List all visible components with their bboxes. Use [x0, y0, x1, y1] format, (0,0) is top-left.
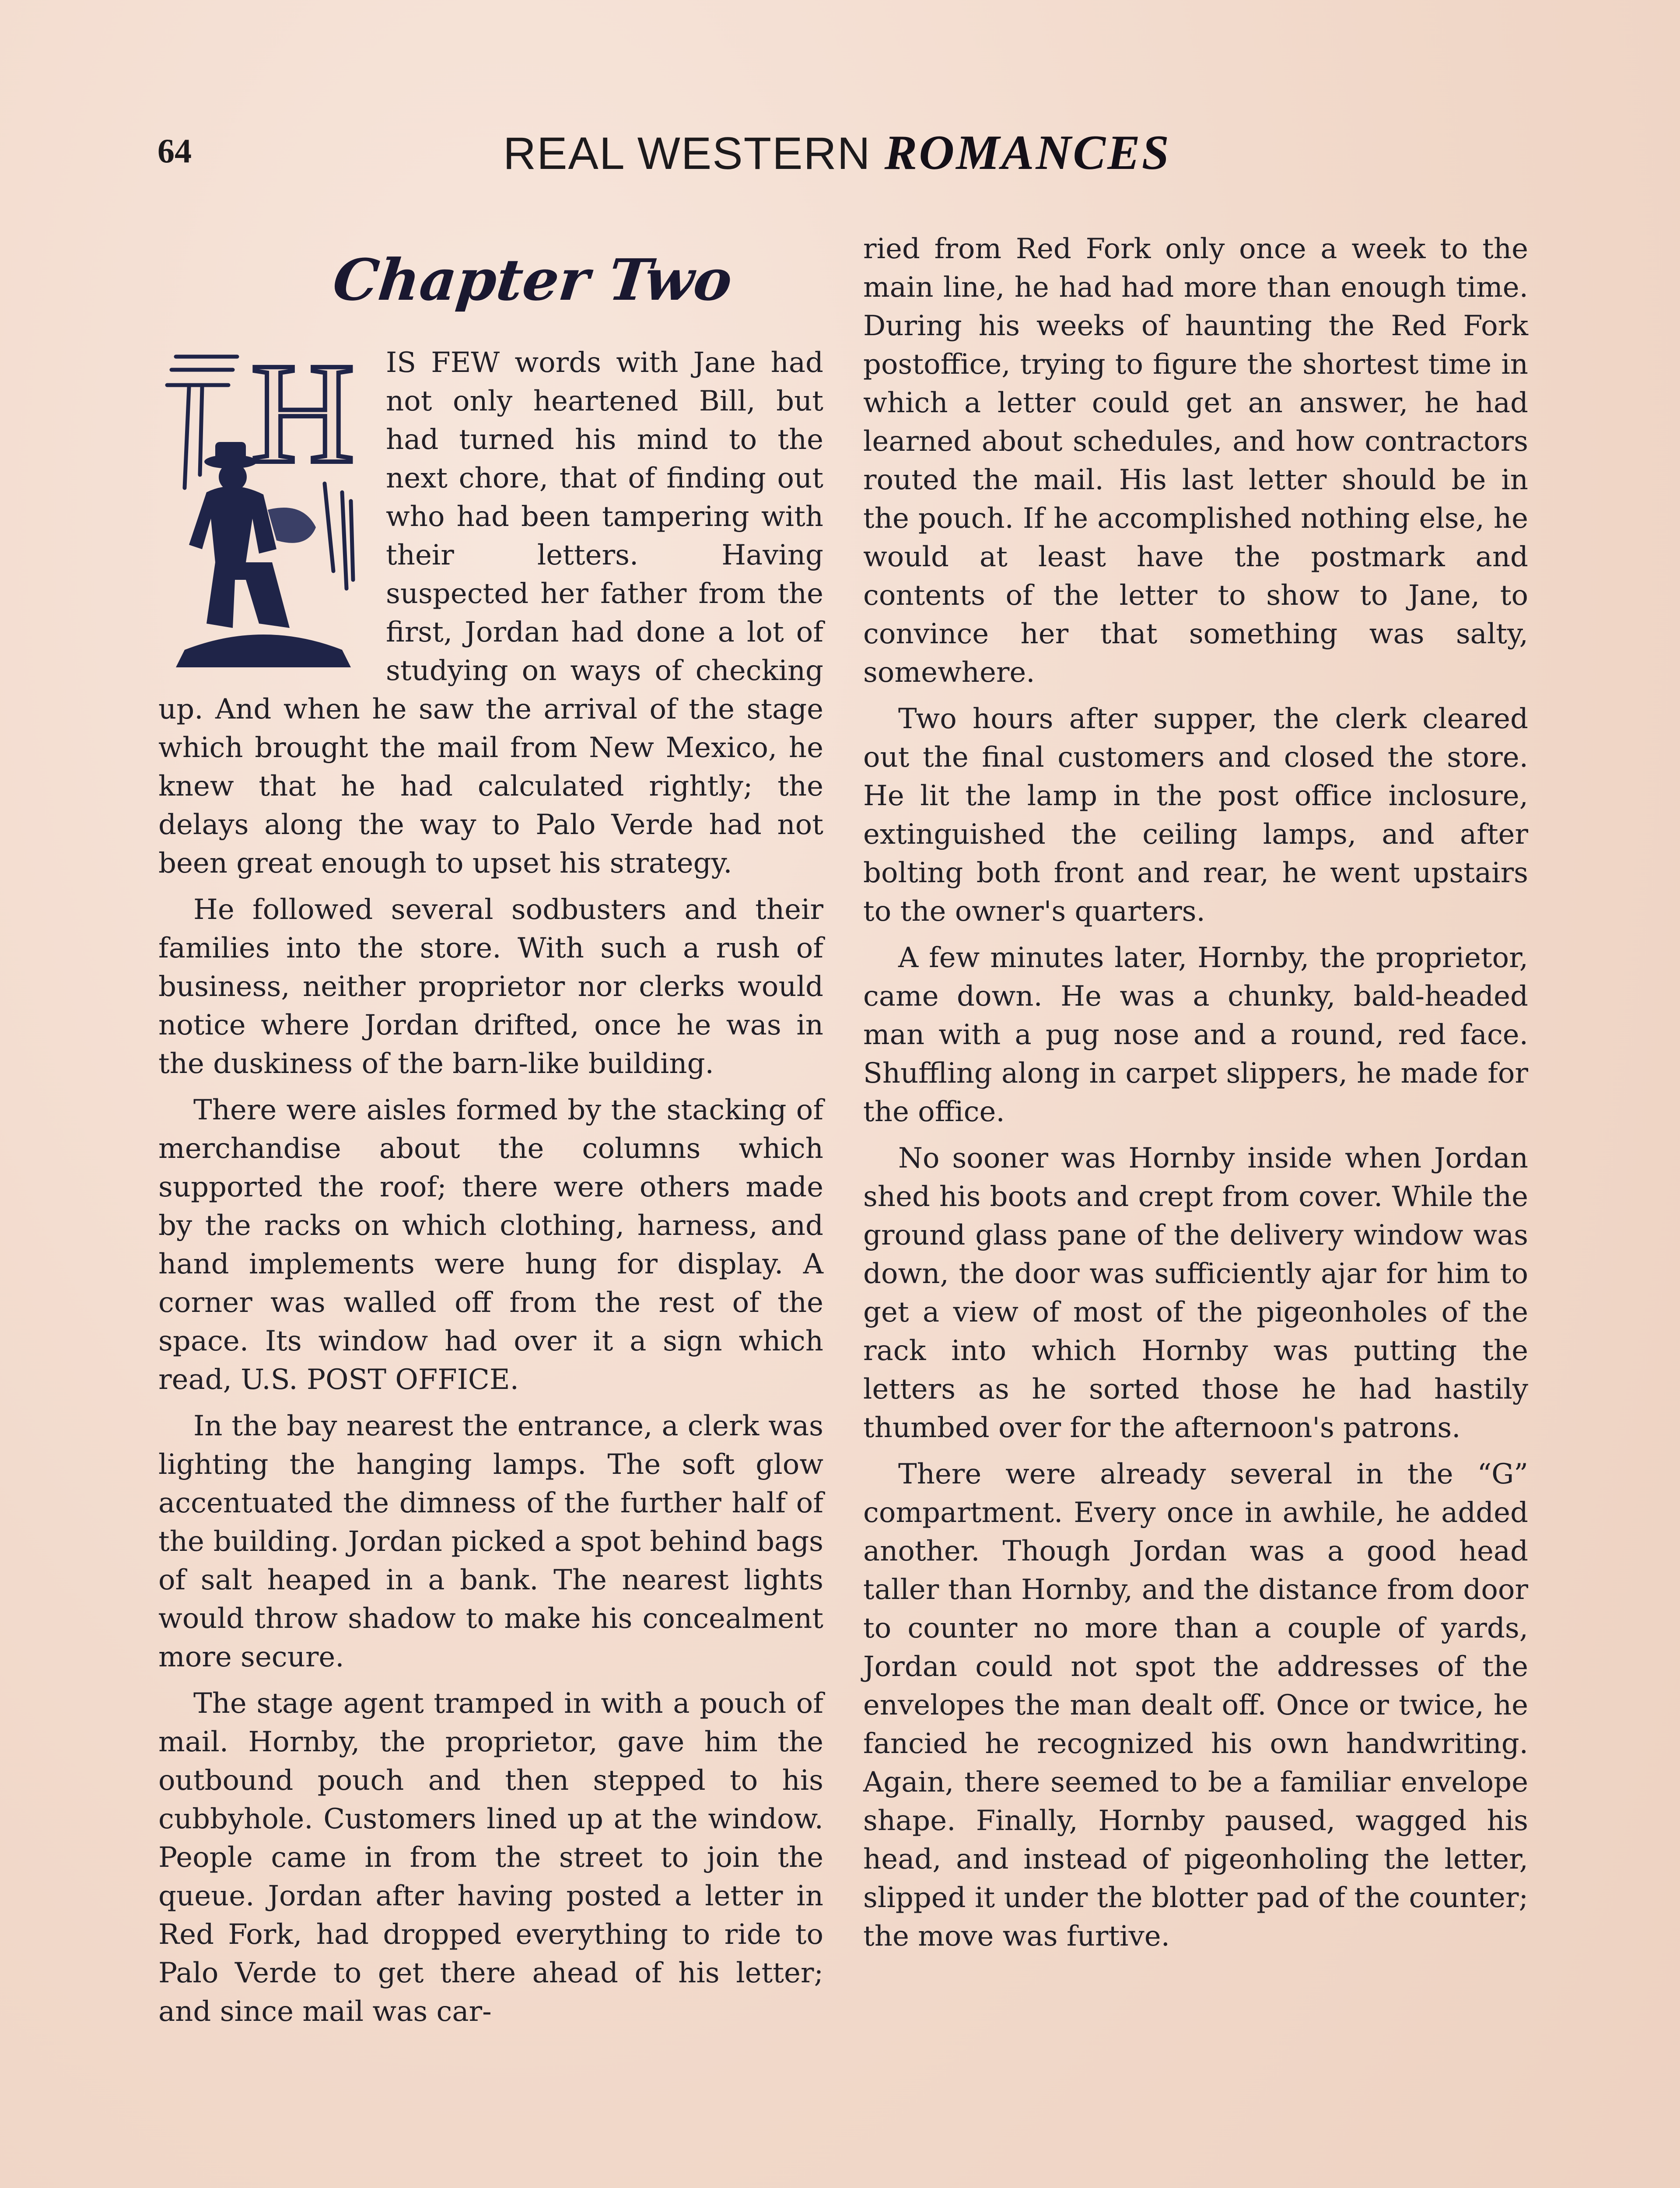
chapter-title: Chapter Two	[330, 246, 735, 313]
paragraph: ried from Red Fork only once a week to the main line, he had had more than enough time. During his weeks of haunting the Red Fork postoffice, trying to figure the shortest time in which a letter could get an answer, he had learned about schedules, and how contractors routed the mail. His last letter should be in the pouch. If he accomplished nothing else, he would at least have the postmark and contents of the letter to show to Jane, to convince her that something was salty, somewhere.	[863, 233, 1528, 689]
paragraph: No sooner was Hornby inside when Jordan shed his boots and crept from cover. While the ground glass pane of the delivery window was down, the door was sufficiently ajar for him to get a view of most of the pigeonholes of the rack into which Hornby was putting the letters as he sorted those he had hastily thumbed over for the afternoon's patrons.	[863, 1142, 1528, 1444]
running-head-title: REAL WESTERN	[503, 128, 871, 179]
right-column	[863, 230, 1528, 1964]
paragraph: A few minutes later, Hornby, the proprietor, came down. He was a chunky, bald-headed man with a pug nose and a round, red face. Shuffling along in carpet slippers, he made for the office.	[863, 942, 1528, 1128]
lead-text: words with Jane had not only heartened Bill, but had turned his mind to the next chore, that of finding out who had been tampering with their letters. Having suspected her father from the first, Jordan had done a lot of studying on ways of checking up. And when he saw the arrival of the stage which brought the mail from New Mexico, he knew that he had calculated rightly; the delays along the way to Palo Verde had not been great enough to upset his strategy.	[158, 347, 824, 880]
paragraph: In the bay nearest the entrance, a clerk was lighting the hanging lamps. The soft glow accentuated the dimness of the further half of the building. Jordan picked a spot behind bags of salt heaped in a bank. The nearest lights would throw shadow to make his concealment more secure.	[158, 1410, 823, 1673]
paragraph: The stage agent tramped in with a pouch of mail. Hornby, the proprietor, gave him the outbound pouch and then stepped to his cubbyhole. Customers lined up at the window. People came in from the street to join the queue. Jordan after having posted a letter in Red Fork, had dropped everything to ride to Palo Verde to get there ahead of his letter; and since mail was car-	[158, 1687, 823, 2028]
page-number: 64	[158, 132, 192, 170]
running-head	[503, 125, 1238, 181]
paragraph: Two hours after supper, the clerk cleared out the final customers and closed the store. He lit the lamp in the post office inclosure, extinguished the ceiling lamps, and after bolting both front and rear, he went upstairs to the owner's quarters.	[863, 703, 1528, 928]
paragraph: There were already several in the “G” compartment. Every once in awhile, he added another. Though Jordan was a good head taller than Hornby, and the distance from door to counter no more than a couple of yards, Jordan could not spot the addresses of the envelopes the man dealt off. Once or twice, he fancied he recognized his own handwriting. Again, there seemed to be a familiar envelope shape. Finally, Hornby paused, wagged his head, and instead of pigeonholing the letter, slipped it under the blotter pad of the counter; the move was furtive.	[863, 1458, 1528, 1953]
paragraph: There were aisles formed by the stacking of merchandise about the columns which supported the roof; there were others made by the racks on which clothing, harness, and hand implements were hung for display. A corner was walled off from the rest of the space. Its window had over it a sign which read, U.S. POST OFFICE.	[158, 1094, 823, 1396]
lead-caps: IS FEW	[386, 347, 500, 379]
running-head-brand: ROMANCES	[884, 126, 1171, 180]
dropcap	[158, 333, 368, 676]
dropcap-letter: H	[250, 333, 355, 493]
paragraph: He followed several sodbusters and their families into the store. With such a rush of business, neither proprietor nor clerks would notice where Jordan drifted, once he was in the duskiness of the barn-like building.	[158, 894, 823, 1080]
left-column	[158, 230, 823, 2039]
